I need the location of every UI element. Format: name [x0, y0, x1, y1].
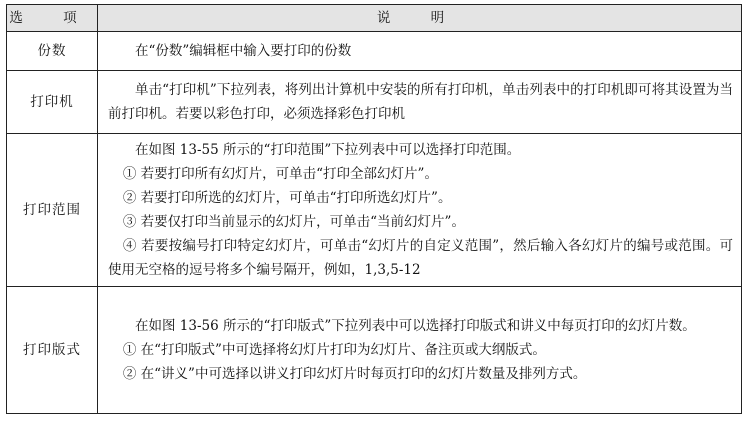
description-line: 在如图 13-56 所示的“打印版式”下拉列表中可以选择打印版式和讲义中每页打印的幻灯片数。 — [135, 318, 696, 334]
description-line: 单击“打印机”下拉列表，将列出计算机中安装的所有打印机，单击列表中的打印机即可将其设置为当前打印机。若要以彩色打印，必须选择彩色打印机 — [108, 82, 733, 122]
header-row — [7, 5, 742, 32]
option-cell: 打印机 — [7, 71, 98, 134]
description-cell — [98, 32, 742, 71]
description-cell — [98, 287, 742, 414]
header-description: 说 明 — [98, 5, 742, 32]
header-option: 选 项 — [7, 5, 98, 32]
description-line: ① 在“打印版式”中可选择将幻灯片打印为幻灯片、备注页或大纲版式。 — [122, 342, 546, 358]
option-cell: 打印版式 — [7, 287, 98, 414]
description-cell — [98, 134, 742, 287]
option-cell: 打印范围 — [7, 134, 98, 287]
description-line: ② 在“讲义”中可选择以讲义打印幻灯片时每页打印的幻灯片数量及排列方式。 — [122, 366, 587, 382]
description-line: ③ 若要仅打印当前显示的幻灯片，可单击“当前幻灯片”。 — [122, 214, 465, 230]
table-row-printer — [7, 71, 742, 134]
description-cell — [98, 71, 742, 134]
table-row-print-range — [7, 134, 742, 287]
description-line: ④ 若要按编号打印特定幻灯片，可单击“幻灯片的自定义范围”，然后输入各幻灯片的编号或范围。可使用无空格的逗号将多个编号隔开，例如，1,3,5-12 — [108, 238, 733, 278]
option-cell: 份数 — [7, 32, 98, 71]
description-line: ① 若要打印所有幻灯片，可单击“打印全部幻灯片”。 — [122, 166, 438, 182]
description-line: ② 若要打印所选的幻灯片，可单击“打印所选幻灯片”。 — [122, 190, 452, 206]
description-line: 在如图 13-55 所示的“打印范围”下拉列表中可以选择打印范围。 — [135, 142, 521, 158]
options-table — [6, 4, 742, 414]
description-line: 在“份数”编辑框中输入要打印的份数 — [135, 43, 352, 59]
table-row-copies — [7, 32, 742, 71]
table-row-print-layout — [7, 287, 742, 414]
